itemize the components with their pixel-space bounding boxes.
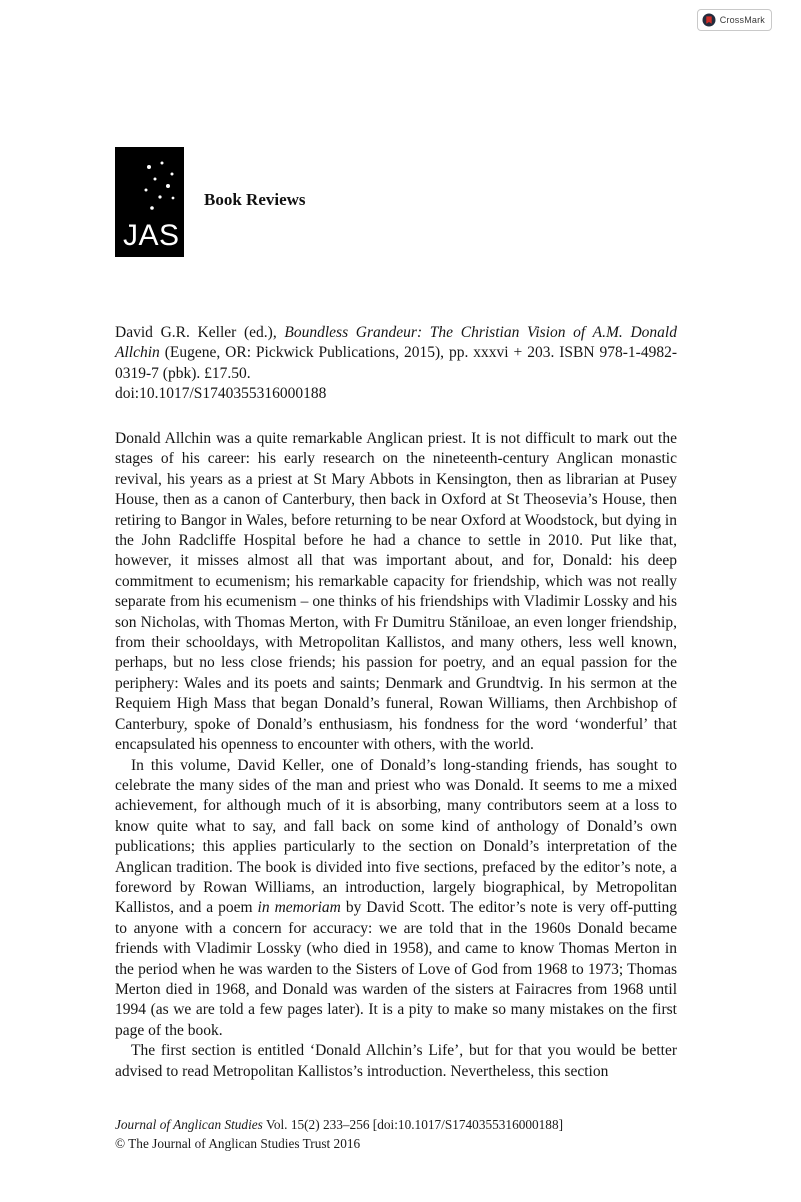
citation-text: David G.R. Keller (ed.), Boundless Grandeur: The Christian Vision of A.M. Donald Allchin (Eugene, OR: Pickwick Publications, 2015), pp. xxxvi + 203. ISBN 978-1-4982-0319-7 (pbk). £17.50.: [115, 324, 677, 382]
footer-citation: Journal of Anglican Studies Vol. 15(2) 233–256 [doi:10.1017/S1740355316000188]: [115, 1117, 564, 1132]
citation-block: [115, 323, 677, 405]
crossmark-icon: [702, 13, 716, 27]
body-paragraph: Donald Allchin was a quite remarkable Anglican priest. It is not difficult to mark out the stages of his career: his early research on the nineteenth-century Anglican monastic revival, his years as a priest at St Mary Abbots in Kensington, then as librarian at Pusey House, then as a canon of Canterbury, then back in Oxford at St Theosevia’s House, then retiring to Bangor in Wales, before returning to be near Oxford at Woodstock, but dying in the John Radcliffe Hospital before he had a chance to settle in 2010. Put like that, however, it misses almost all that was important about, and for, Donald: his deep commitment to ecumenism; his remarkable capacity for friendship, which was not really separate from his ecumenism – one thinks of his friendships with Vladimir Lossky and his son Nicholas, with Thomas Merton, with Fr Dumitru Stăniloae, an even longer friendship, from their schooldays, with Metropolitan Kallistos, and many others, less well known, perhaps, but no less close friends; his passion for poetry, and an equal passion for the periphery: Wales and its poets and saints; Denmark and Grundtvig. In his sermon at the Requiem High Mass that began Donald’s funeral, Rowan Williams, then Archbishop of Canterbury, spoke of Donald’s enthusiasm, his fondness for the word ‘wonderful’ that encapsulated his openness to encounter with others, with the world.: [115, 430, 677, 754]
body-paragraph: In this volume, David Keller, one of Donald’s long-standing friends, has sought to celebrate the many sides of the man and priest who was Donald. It seems to me a mixed achievement, for although much of it is absorbing, many contributors seem at a loss to know quite what to say, and fall back on some kind of anthology of Donald’s own publications; this applies particularly to the section on Donald’s interpretation of the Anglican tradition. The book is divided into five sections, prefaced by the editor’s note, a foreword by Rowan Williams, an introduction, largely biographical, by Metropolitan Kallistos, and a poem in memoriam by David Scott. The editor’s note is very off-putting to anyone with a concern for accuracy: we are told that in the 1960s Donald became friends with Vladimir Lossky (who died in 1958), and came to know Thomas Merton in the period when he was warden to the Sisters of Love of God from 1968 to 1973; Thomas Merton died in 1968, and Donald was warden of the sisters at Fairacres from 1968 until 1994 (as we are told a few pages later). It is a pity to make so many mistakes on the first page of the book.: [115, 756, 677, 1039]
page-footer: [115, 1115, 677, 1153]
doi-line: doi:10.1017/S1740355316000188: [115, 385, 327, 403]
review-body: [115, 429, 677, 1082]
page-title: Book Reviews: [204, 190, 306, 209]
body-paragraph: The first section is entitled ‘Donald Allchin’s Life’, but for that you would be better advised to read Metropolitan Kallistos’s introduction. Nevertheless, this section: [115, 1042, 677, 1080]
footer-copyright: © The Journal of Anglican Studies Trust 2016: [115, 1136, 361, 1151]
masthead: [115, 147, 306, 257]
crossmark-badge[interactable]: [697, 9, 772, 31]
jas-logo-text: JAS: [123, 219, 180, 252]
jas-dots-icon: [115, 153, 184, 228]
crossmark-label: CrossMark: [719, 15, 765, 25]
jas-logo: [115, 147, 184, 257]
